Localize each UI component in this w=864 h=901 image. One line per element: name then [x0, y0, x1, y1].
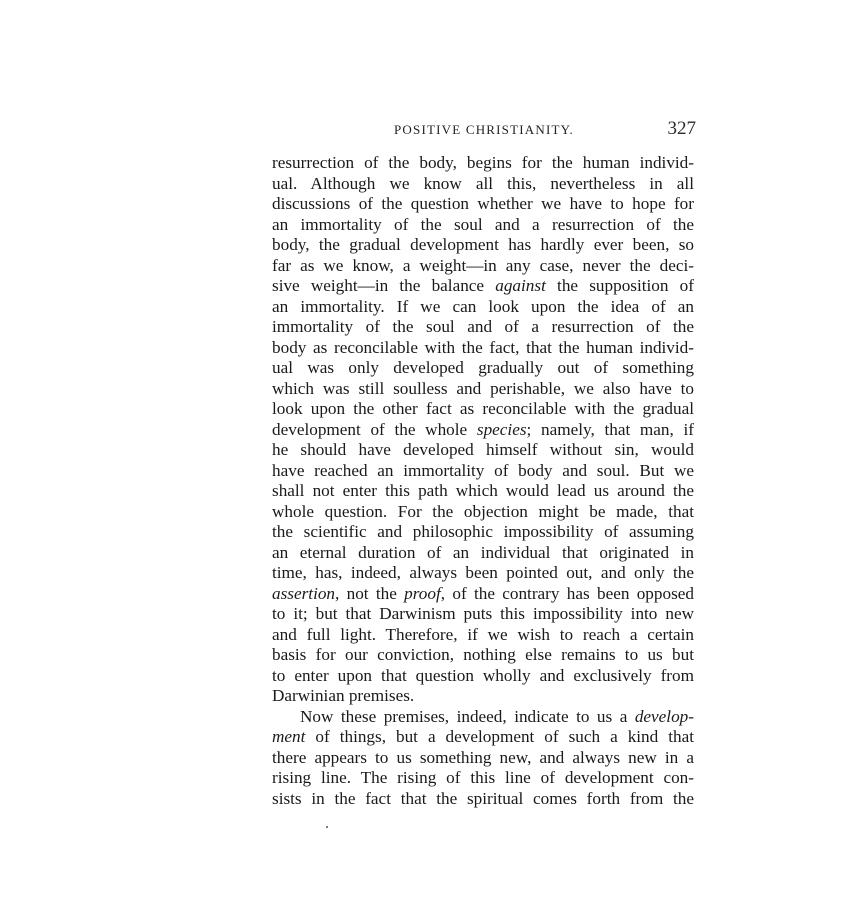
ink-speck [326, 826, 328, 828]
text-line: resurrection of the body, begins for the human individ- [272, 153, 694, 172]
text-line: ual. Although we know all this, nevertheless in all [272, 173, 694, 193]
text-line: an eternal duration of an individual that originated in [272, 542, 694, 562]
body-text [272, 153, 694, 809]
text-line: there appears to us something new, and always new in a [272, 747, 694, 767]
text-line: which was still soulless and perishable, we also have to [272, 378, 694, 398]
text-line: far as we know, a weight—in any case, never the deci- [272, 255, 694, 275]
running-head [272, 118, 696, 142]
text-line: sists in the fact that the spiritual comes forth from the [272, 788, 694, 808]
text-line: assertion, not the proof, of the contrary has been opposed [272, 583, 694, 603]
text-line: body as reconcilable with the fact, that the human individ- [272, 337, 694, 357]
text-line: development of the whole species; namely, that man, if [272, 419, 694, 439]
text-line: an immortality. If we can look upon the idea of an [272, 296, 694, 316]
text-line: the scientific and philosophic impossibility of assuming [272, 522, 694, 541]
text-line: ual was only developed gradually out of something [272, 358, 694, 377]
text-line: whole question. For the objection might be made, that [272, 501, 694, 521]
text-line: to enter upon that question wholly and exclusively from [272, 665, 694, 685]
text-line: basis for our conviction, nothing else remains to us but [272, 645, 694, 664]
text-line: time, has, indeed, always been pointed out, and only the [272, 563, 694, 582]
text-line: immortality of the soul and of a resurrection of the [272, 317, 694, 336]
text-line: to it; but that Darwinism puts this impossibility into new [272, 604, 694, 623]
running-title: POSITIVE CHRISTIANITY. [394, 122, 574, 137]
text-line: Now these premises, indeed, indicate to us a develop- [300, 706, 694, 726]
page-number: 327 [667, 118, 696, 139]
text-line: and full light. Therefore, if we wish to reach a certain [272, 624, 694, 644]
text-line: sive weight—in the balance against the supposition of [272, 276, 694, 295]
text-line: Darwinian premises. [272, 686, 415, 705]
text-line: look upon the other fact as reconcilable with the gradual [272, 399, 694, 418]
text-line: rising line. The rising of this line of development con- [272, 768, 694, 787]
text-line: ment of things, but a development of such a kind that [272, 727, 694, 746]
text-line: body, the gradual development has hardly ever been, so [272, 235, 694, 254]
text-line: an immortality of the soul and a resurrection of the [272, 214, 694, 234]
text-line: he should have developed himself without sin, would [272, 440, 694, 459]
text-line: have reached an immortality of body and soul. But we [272, 460, 694, 480]
text-line: discussions of the question whether we have to hope for [272, 194, 694, 213]
text-line: shall not enter this path which would lead us around the [272, 481, 694, 500]
